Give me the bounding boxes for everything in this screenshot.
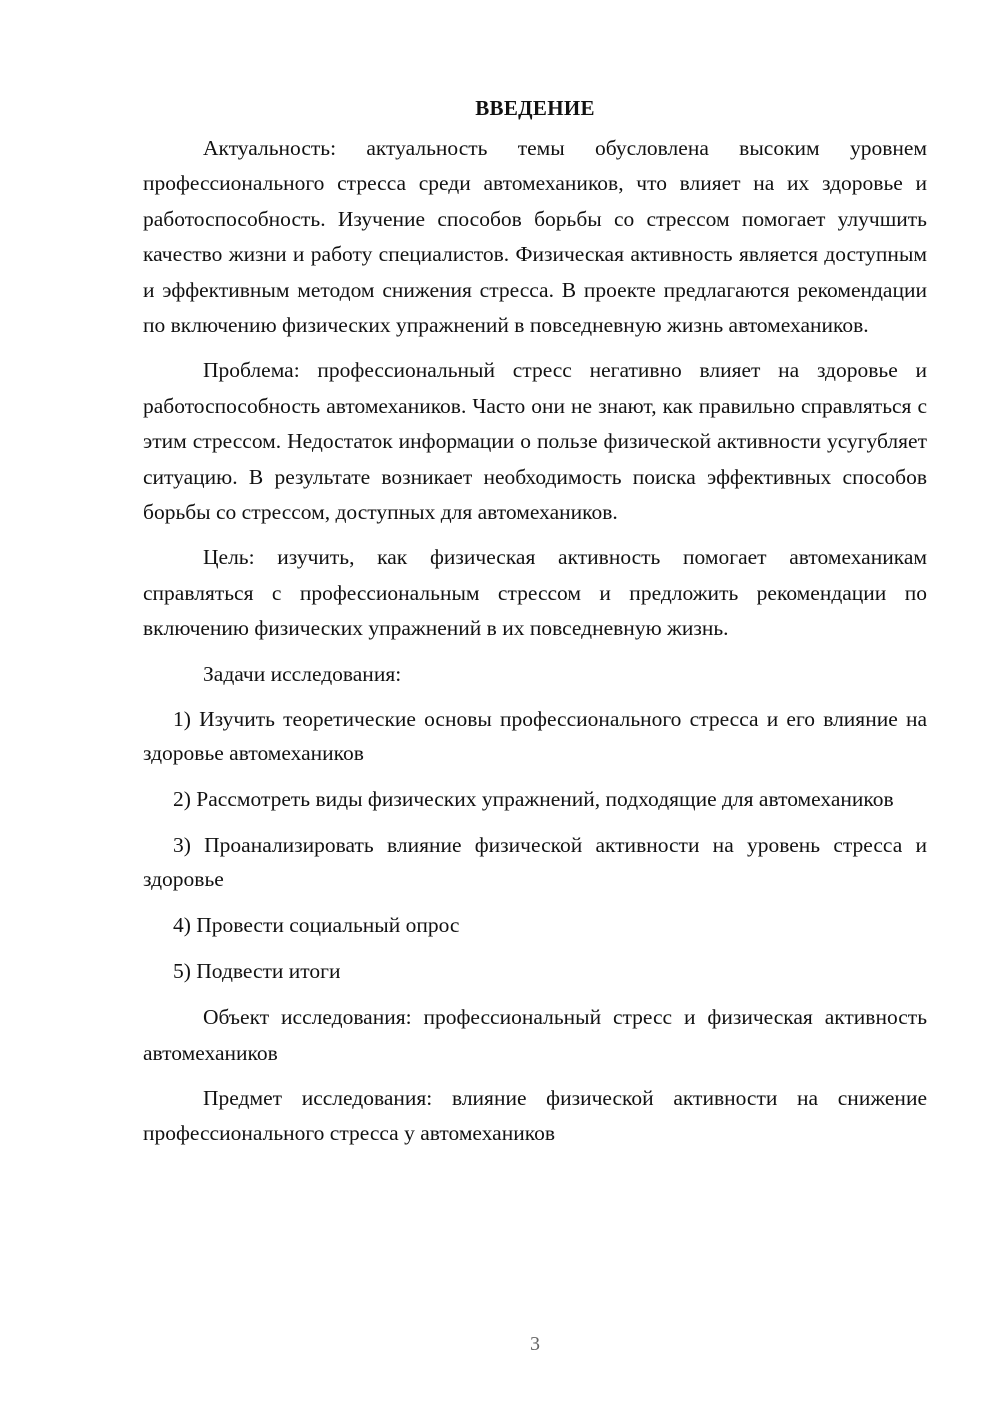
section-title: ВВЕДЕНИЕ [475, 96, 595, 120]
page-number: 3 [530, 1333, 540, 1355]
paragraph-object: Объект исследования: профессиональный стресс и физическая активность автомехаников [143, 1005, 927, 1065]
tasks-list [143, 702, 927, 988]
page-content [143, 90, 927, 1162]
paragraph-goal: Цель: изучить, как физическая активность помогает автомеханикам справляться с профессиональным стрессом и предложить рекомендации по включению физических упражнений в их повседневную жизнь. [143, 545, 927, 641]
list-item: 3) Проанализировать влияние физической активности на уровень стресса и здоровье [143, 833, 927, 892]
paragraph-subject: Предмет исследования: влияние физической активности на снижение профессионального стресса у автомехаников [143, 1085, 927, 1146]
paragraph-relevance: Актуальность: актуальность темы обусловлена высоким уровнем профессионального стресса среди автомехаников, что влияет на их здоровье и работоспособность. Изучение способов борьбы со стрессом помогает улучшить качество жизни и работу специалистов. Физическая активность является доступным и эффективным методом снижения стресса. В проекте предлагаются рекомендации по включению физических упражнений в повседневную жизнь автомехаников. [143, 136, 927, 338]
tasks-heading: Задачи исследования: [203, 661, 402, 686]
list-item: 1) Изучить теоретические основы профессионального стресса и его влияние на здоровье автомехаников [143, 707, 927, 766]
list-item: 5) Подвести итоги [173, 959, 341, 984]
list-item: 4) Провести социальный опрос [173, 913, 460, 938]
list-item: 2) Рассмотреть виды физических упражнений, подходящие для автомехаников [173, 787, 894, 812]
paragraph-problem: Проблема: профессиональный стресс негативно влияет на здоровье и работоспособность автомехаников. Часто они не знают, как правильно справляться с этим стрессом. Недостаток информации о пользе физической активности усугубляет ситуацию. В результате возникает необходимость поиска эффективных способов борьбы со стрессом, доступных для автомехаников. [143, 358, 927, 525]
